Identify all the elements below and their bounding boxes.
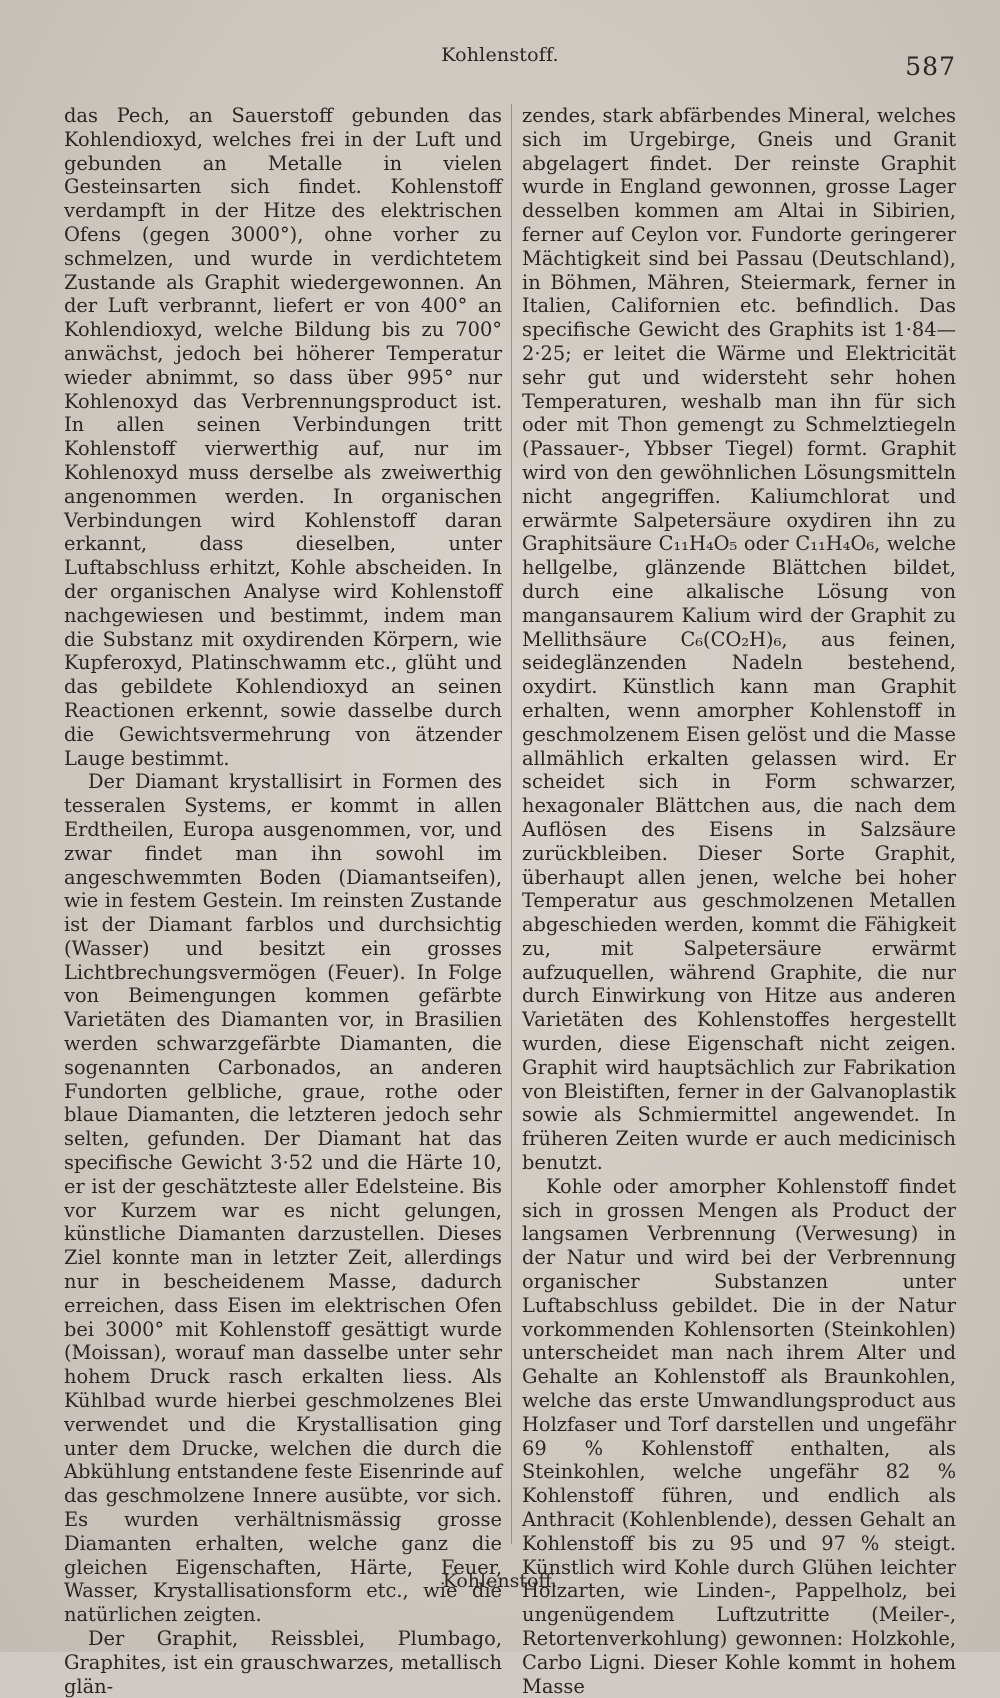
column-divider (511, 104, 512, 1544)
footer-catchword: Kohlenstoff. (442, 1570, 558, 1592)
paragraph-amorpher-kohlenstoff: Kohle oder amorpher Kohlenstoff findet sich in grossen Mengen als Product der langsamen Verbrennung (Verwesung) in der Natur und wird bei der Verbrennung organischer Substanzen unter Luftabschluss gebildet. Die in der Natur vorkommenden Kohlensorten (Steinkohlen) unterscheidet man nach ihrem Alter und Gehalte an Kohlenstoff als Braunkohlen, welche das erste Umwandlungsproduct aus Holzfaser und Torf darstellen und ungefähr 69 % Kohlenstoff enthalten, als Steinkohlen, welche ungefähr 82 % Kohlenstoff führen, und endlich als Anthracit (Kohlenblende), dessen Gehalt an Kohlenstoff bis zu 95 und 97 % steigt. Künstlich wird Kohle durch Glühen leichter Holzarten, wie Linden-, Pappelholz, bei ungenügendem Luftzutritte (Meiler-, Retortenverkohlung) gewonnen: Holzkohle, Carbo Ligni. Dieser Kohle kommt in hohem Masse (522, 1174, 956, 1698)
paragraph-diamant: Der Diamant krystallisirt in Formen des tesseralen Systems, er kommt in allen Erdtheilen, Europa ausgenommen, vor, und zwar findet man ihn sowohl im angeschwemmten Boden (Diamantseifen), wie in festem Gestein. Im reinsten Zustande ist der Diamant farblos und durchsichtig (Wasser) und besitzt ein grosses Lichtbrechungsvermögen (Feuer). In Folge von Beimengungen kommen gefärbte Varietäten des Diamanten vor, in Brasilien werden schwarzgefärbte Diamanten, die sogenannten Carbonados, an anderen Fundorten gelbliche, graue, rothe oder blaue Diamanten, die letzteren jedoch sehr selten, gefunden. Der Diamant hat das specifische Gewicht 3·52 und die Härte 10, er ist der geschätzteste aller Edelsteine. Bis vor Kurzem war es nicht gelungen, künstliche Diamanten darzustellen. Dieses Ziel konnte man in letzter Zeit, allerdings nur in bescheidenem Masse, dadurch erreichen, dass Eisen im elektrischen Ofen bei 3000° mit Kohlenstoff gesättigt wurde (Moissan), worauf man dasselbe unter sehr hohem Druck rasch erkalten liess. Als Kühlbad wurde hierbei geschmolzenes Blei verwendet und die Krystallisation ging unter dem Drucke, welchen die durch die Abkühlung entstandene feste Eisenrinde auf das geschmolzene Innere ausübte, vor sich. Es wurden verhältnismässig grosse Diamanten erhalten, welche ganz die gleichen Eigenschaften, Härte, Feuer, Wasser, Krystallisationsform etc., wie die natürlichen zeigten. (64, 770, 503, 1627)
paragraph-pech-kohlendioxyd: das Pech, an Sauerstoff gebunden das Kohlendioxyd, welches frei in der Luft und gebunden an Metalle in vielen Gesteinsarten sich findet. Kohlenstoff verdampft in der Hitze des elektrischen Ofens (gegen 3000°), ohne vorher zu schmelzen, und wurde in verdichtetem Zustande als Graphit wiedergewonnen. An der Luft verbrannt, liefert er von 400° an Kohlendioxyd, welche Bildung bis zu 700° anwächst, jedoch bei höherer Temperatur wieder abnimmt, so dass über 995° nur Kohlenoxyd das Verbrennungsproduct ist. In allen seinen Verbindungen tritt Kohlenstoff vierwerthig auf, nur im Kohlenoxyd muss derselbe als zweiwerthig angenommen werden. In organischen Verbindungen wird Kohlenstoff daran erkannt, dass dieselben, unter Luftabschluss erhitzt, Kohle abscheiden. In der organischen Analyse wird Kohlenstoff nachgewiesen und bestimmt, indem man die Substanz mit oxydirenden Körpern, wie Kupferoxyd, Platinschwamm etc., glüht und das gebildete Kohlendioxyd an seinen Reactionen erkennt, sowie dasselbe durch die Gewichtsvermehrung von ätzender Lauge bestimmt. (64, 104, 502, 770)
paragraph-graphit-continued: zendes, stark abfärbendes Mineral, welches sich im Urgebirge, Gneis und Granit abgelagert findet. Der reinste Graphit wurde in England gewonnen, grosse Lager desselben kommen am Altai in Sibirien, ferner auf Ceylon vor. Fundorte geringerer Mächtigkeit sind bei Passau (Deutschland), in Böhmen, Mähren, Steiermark, ferner in Italien, Californien etc. befindlich. Das specifische Gewicht des Graphits ist 1·84—2·25; er leitet die Wärme und Elektricität sehr gut und widersteht sehr hohen Temperaturen, weshalb man ihn für sich oder mit Thon gemengt zu Schmelztiegeln (Passauer-, Ybbser Tiegel) formt. Graphit wird von den gewöhnlichen Lösungsmitteln nicht angegriffen. Kaliumchlorat und erwärmte Salpetersäure oxydiren ihn zu Graphitsäure C₁₁H₄O₅ oder C₁₁H₄O₆, welche hellgelbe, glänzende Blättchen bildet, durch eine alkalische Lösung von mangansaurem Kalium wird der Graphit zu Mellithsäure C₆(CO₂H)₆, aus feinen, seideglänzenden Nadeln bestehend, oxydirt. Künstlich kann man Graphit erhalten, wenn amorpher Kohlenstoff in geschmolzenem Eisen gelöst und die Masse allmählich erkalten gelassen wird. Er scheidet sich in Form schwarzer, hexagonaler Blättchen aus, die nach dem Auflösen des Eisens in Salzsäure zurückbleiben. Dieser Sorte Graphit, überhaupt allen jenen, welche bei hoher Temperatur aus geschmolzenen Metallen abgeschieden werden, kommt die Fähigkeit zu, mit Salpetersäure erwärmt aufzuquellen, während Graphite, die nur durch Einwirkung von Hitze aus anderen Varietäten des Kohlenstoffes hergestellt wurden, diese Eigenschaft nicht zeigen. Graphit wird hauptsächlich zur Fabrikation von Bleistiften, ferner in der Galvanoplastik sowie als Schmiermittel angewendet. In früheren Zeiten wurde er auch medicinisch benutzt. (522, 104, 956, 1175)
paragraph-graphit-start: Der Graphit, Reissblei, Plumbago, Graphites, ist ein grauschwarzes, metallisch glän- (64, 1627, 502, 1698)
right-column (522, 104, 956, 1698)
running-title: Kohlenstoff. (441, 44, 559, 66)
page-number: 587 (905, 52, 956, 81)
left-column (64, 104, 503, 1698)
